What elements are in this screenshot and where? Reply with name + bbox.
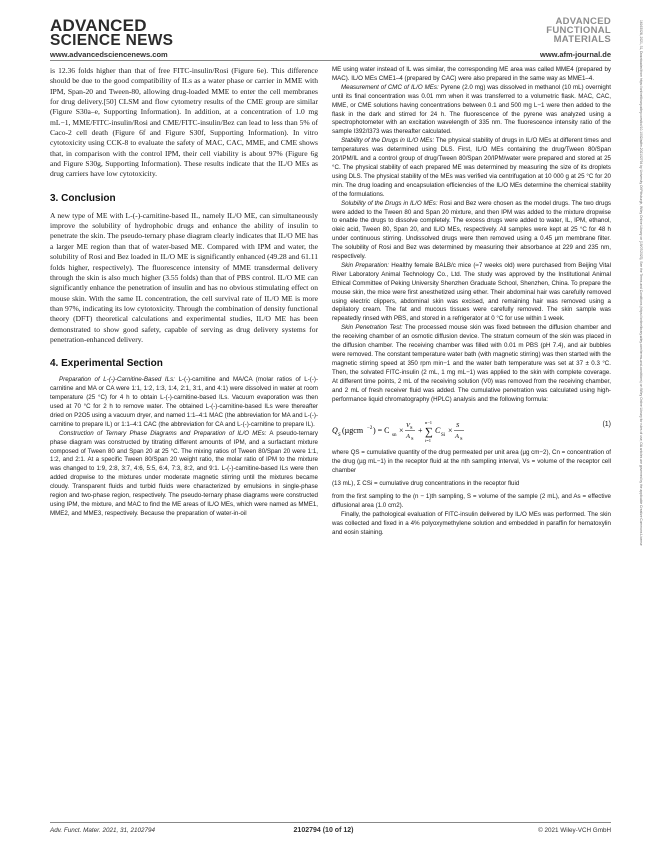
subhead-preparation-ils: Preparation of L-(-)-Carnitine-Based ILs:: [59, 376, 175, 384]
text-skin-prep: Healthy female BALB/c mice (≈7 weeks old) were purchased from Beijing Vital River Laboratory Animal Technology Co., Ltd. The study was approved by the Institutional Animal Ethical Committee of Peking University Shenzhen Graduate School, Shenzhen, China. To prepare the mouse skin, the mice were first anesthetized using ether. Their abdominal hair was carefully removed using electric clippers, abdominal skin was excised, and remaining hair was removed using a depilatory cream. The fat and mucous tissues were carefully removed. The skin sample was repeatedly rinsed with PBS, and stored in a refrigerator at 0 °C for use within 1 week.: [332, 261, 611, 323]
equation-1: [332, 409, 611, 445]
paragraph-pathology: Finally, the pathological evaluation of FITC-insulin delivered by IL/O MEs was performed. The skin was collected and fixed in a 4% polyoxymethylene solution and embedded in paraffin for hematoxylin and eosin staining.: [332, 510, 611, 536]
svg-text:Q: Q: [332, 426, 338, 436]
subhead-cmc: Measurement of CMC of IL/O MEs:: [341, 83, 439, 91]
logo-left-line2: SCIENCE NEWS: [50, 32, 174, 50]
svg-text:+: +: [418, 426, 423, 436]
footer-page-number: 2102794 (10 of 12): [293, 827, 354, 834]
right-column: [332, 66, 611, 538]
svg-text:×: ×: [448, 426, 453, 436]
equation-body: [332, 417, 492, 447]
paragraph-results-end: is 12.36 folds higher than that of free FITC-insulin/Rosi (Figure 6e). This difference should be due to the good compatibility of ILs as a water phase or carrier in MME with IPM, Span-20 and Tween-80, allowing drug-loaded MME to enter the cell membranes for drug delivery.[50] CLSM and flow cytometry results of the CME group are similar (Figure S30a–e, Supporting Information). In addition, at a concentration of 1.0 mg mL−1, MME/FITC-insulin/Rosi and CME/FITC-insulin/Bez can lead to less than 5% of Caco-2 cell death (Figure 6f and Figure S30f, Supporting Information). In vitro cytotoxicity using CCK-8 to evaluate the safety of MAC, CAC, MME, and CME shows that, in comparison with the control IPM, their cell viability is about 97% (Figure 6g and Figure S30g, Supporting Information). These results indicate that the IL/O MEs as drug carriers have low cytotoxicity.: [50, 66, 318, 179]
svg-text:S: S: [410, 425, 413, 431]
svg-text:S: S: [411, 436, 414, 442]
paragraph-construction: [50, 430, 318, 519]
svg-text:×: ×: [399, 426, 404, 436]
left-column: [50, 66, 318, 519]
journal-logo-left: [50, 18, 173, 49]
text-construction: A pseudo-ternary phase diagram was constructed by titrating different amounts of IPM, and a surfactant mixture composed of Tween 80 and Span 20 at 25 °C. The mixing ratios of Tween 80/Span 20 were 1:1, 1:2, and 2:1. At a specific Tween 80/Span 20 weight ratio, the molar ratio of IPM to the mixture was changed to 1:9, 2:8, 3:7, 4:6, 5:5, 6:4, 7:3, 8:2, and 9:1. L-(-)-carnitine-based ILs were then added dropwise to the mixtures under moderate magnetic stirring until the mixtures became cloudy. Transparent fluids and turbid fluids were characterized by emulsions in single-phase region and two-phase region, respectively. The pseudo-ternary phase diagrams were constructed using IPM, the mixture, and MAC to find the ME areas of IL/O MEs, which were named as MME1, MME2, and MME3, respectively. Because the preparation of water-in-oil: [50, 429, 318, 517]
svg-text:−2: −2: [367, 426, 373, 432]
svg-text:Si: Si: [441, 433, 446, 439]
text-cmc: Pyrene (2.0 mg) was dissolved in methanol (10 mL) overnight until its final concentration was 0.01 mm when it was transferred to a volumetric flask. MAC, CAC, MME, or CME solutions having concentrations between 0.1 and 500 mg L−1 were then added to the flask in the dark and stirred for 24 h. The fluorescence of the pyrene was analyzed using a spectrophotometer with an excitation wavelength of 335 nm. The fluorescence intensity ratio of the sample I392/I373 was thereafter calculated.: [332, 83, 611, 136]
svg-text:S: S: [460, 436, 463, 442]
text-penetration: The processed mouse skin was fixed between the diffusion chamber and the receiving chamber of an osmotic diffusion device. The stratum corneum of the skin was placed in the diffusion chamber. The receiving chamber was filled with 0.01 m PBS (pH 7.4), and air bubbles were removed. The constant temperature water bath (with magnetic stirring) was then started with the magnetic stirring speed at 350 rpm min−1 and the water bath temperature was set at 37 ± 0.3 °C. Then, the solvated FITC-insulin (2 mL, 1 mg mL−1) was applied to the skin with complete coverage. At different time points, 2 mL of the receiving solution (V0) was removed from the receiving chamber, and 2 mL of fresh receiver fluid was added. The cumulative penetration was calculated using high-performance liquid chromatography (HPLC) analysis and the following formula:: [332, 324, 612, 403]
svg-text:n−1: n−1: [425, 420, 433, 426]
url-left-link[interactable]: www.advancedsciencenews.com: [50, 50, 168, 59]
url-right-link[interactable]: www.afm-journal.de: [540, 50, 611, 59]
svg-text:S: S: [338, 433, 341, 439]
svg-text:) = C: ) = C: [373, 426, 390, 436]
paragraph-preparation-ils: [50, 376, 318, 429]
footer-copyright: © 2021 Wiley-VCH GmbH: [538, 827, 611, 834]
journal-logo-right: [546, 17, 611, 44]
logo-right-line2: FUNCTIONAL: [546, 25, 611, 37]
paragraph-where-1: where QS = cumulative quantity of the drug permeated per unit area (µg cm−2), Cn = concentration of the drug (µg mL−1) in the receptor fluid at the nth sampling interval, Vs = volume of the receptor cell chamber: [332, 449, 611, 475]
paragraph-cmc: [332, 84, 611, 137]
text-stability: The physical stability of drugs in IL/O MEs at different times and temperatures was determined using DLS. First, IL/O MEs containing the drug/Tween 80/Span 20/IPM/IL and a control group of drug/Tween 80/Span 20/IPM/water were prepared and stored at 25 °C. The physical stability of each prepared ME was determined by measuring the size of its droplets using DLS. The physical stability of the MEs was verified via centrifugation at 10 000 g at 25 °C for 20 min. The drug loading and encapsulation efficiencies of the IL/O MEs determine the chemical stability of the formulations.: [332, 137, 611, 198]
svg-text:S: S: [456, 422, 460, 430]
paragraph-conclusion: A new type of ME with L-(-)-carnitine-based IL, namely IL/O ME, can simultaneously improve the solubility of hydrophobic drugs and enhance the ability of insulin to penetrate the skin. The pseudo-ternary phase diagram clearly indicates that IL/O ME has a larger ME region than that of water-based ME. Compared with IPM and water, the solubility of Rosi and Bez loaded in IL/O ME is significantly enhanced (49.28 and 61.11 folds higher, respectively). The fluorescence intensity of MME transdermal delivery through the skin is also much higher (3.55 folds) than that of PBS control. IL/O ME can significantly enhance the penetration of insulin and has no obvious stimulating effect on mouse skin. With the same IL concentration, the cell survival rate of IL/O ME is more than 97%, indicating its low cytotoxicity. Through the combination of density functional theory (DFT) theoretical calculations and experimental studies, IL/O ME has been demonstrated to show good safety, capable of serving as drug delivery systems for penetration-enhanced delivery.: [50, 210, 319, 344]
svg-text:V: V: [406, 422, 410, 430]
download-notice-text: 16163028, 2021, 31, Downloaded from https://onlinelibrary.wiley.com/doi/10.1002/adfm.202102794 by University Of Pittsburgh, Wiley Online Library on [19/07/2023]. See the Terms and Conditions (https://onlinelibrary.wiley.com/terms-and-conditions) on Wiley Online Library for rules of use; OA articles are governed by the applicable Creative Commons License: [639, 20, 643, 546]
footer-divider: [50, 822, 611, 823]
paragraph-skin-prep: [332, 262, 611, 324]
logo-right-line3: MATERIALS: [553, 34, 611, 46]
subhead-penetration: Skin Penetration Test:: [341, 324, 403, 332]
subhead-skin-prep: Skin Preparation:: [341, 261, 389, 269]
svg-text:A: A: [406, 433, 410, 441]
equation-number: (1): [602, 421, 611, 429]
text-solubility: Rosi and Bez were chosen as the model drugs. The two drugs were added to the Tween 80 and Span 20 mixture, and then IPM was added to the mixture dropwise to enable the drugs to dissolve completely. The excess drugs were added to water, IL, IPM, ethanol, oleic acid, Tween 80, Span 20, and IL/O MEs, respectively. All samples were kept at 25 °C for 48 h under continuous stirring. Undissolved drugs were then removed using a 0.45 µm membrane filter. The solubility of Rosi and Bez was determined by measuring their absorbance at 229 and 235 nm, respectively.: [332, 199, 611, 261]
section-title-conclusion: 3. Conclusion: [50, 192, 116, 204]
svg-text:i=1: i=1: [425, 438, 432, 444]
subhead-construction: Construction of Ternary Phase Diagrams and Preparation of IL/O MEs:: [59, 429, 267, 437]
paragraph-stability: [332, 137, 611, 199]
paragraph-where-2: (13 mL), Σ CSi = cumulative drug concentrations in the receptor fluid: [332, 480, 520, 488]
svg-text:∑: ∑: [425, 426, 433, 439]
section-title-experimental: 4. Experimental Section: [50, 358, 163, 370]
svg-text:(µgcm: (µgcm: [342, 426, 364, 436]
subhead-stability: Stability of the Drugs in IL/O MEs:: [341, 137, 435, 145]
paragraph-where-3: from the first sampling to the (n − 1)th sampling, S = volume of the sample (2 mL), and As = effective diffusional area (1.0 cm2).: [332, 493, 611, 509]
download-notice-sidebar: [633, 20, 645, 830]
paragraph-penetration: [332, 324, 611, 404]
footer-citation-text: Adv. Funct. Mater. 2021, 31, 2102794: [50, 827, 156, 834]
logo-left-line1: ADVANCED: [50, 16, 147, 35]
svg-text:sn: sn: [392, 433, 397, 439]
logo-right-line1: ADVANCED: [555, 16, 611, 27]
header-divider: [50, 60, 611, 61]
paragraph-solubility: [332, 200, 611, 262]
text-preparation-ils: L-(-)-carnitine and MA/CA (molar ratios of L-(-)-carnitine and MA or CA were 1:1, 1:2, 1:3, 1:4, 2:1, 3:1, and 4:1) were dissolved in water at room temperature (25 °C) for 4 h to obtain L-(-)-carnitine-based ILs. Vacuum evaporation was then used at 70 °C for 2 h to remove water. The obtained L-(-)-carnitine-based ILs were thereafter dried on P2O5 using a vacuum dryer, and named 1:1–4:1 MAC (the abbreviation for MA and L-(-)-carnitine to prepare IL) or 1:1–4:1 CAC (the abbreviation for CA and L-(-)-carnitine to prepare IL).: [50, 376, 319, 428]
svg-text:A: A: [455, 433, 459, 441]
paragraph-construction-cont: ME using water instead of IL was similar, the corresponding ME area was called MME4 (prepared by MAC). IL/O MEs CME1–4 (prepared by CAC) were also prepared in the same way as MME1–4.: [332, 66, 611, 82]
equation-formula-graphic: [332, 417, 492, 445]
svg-text:C: C: [435, 426, 441, 436]
subhead-solubility: Solubility of the Drugs in IL/O MEs:: [341, 199, 438, 207]
